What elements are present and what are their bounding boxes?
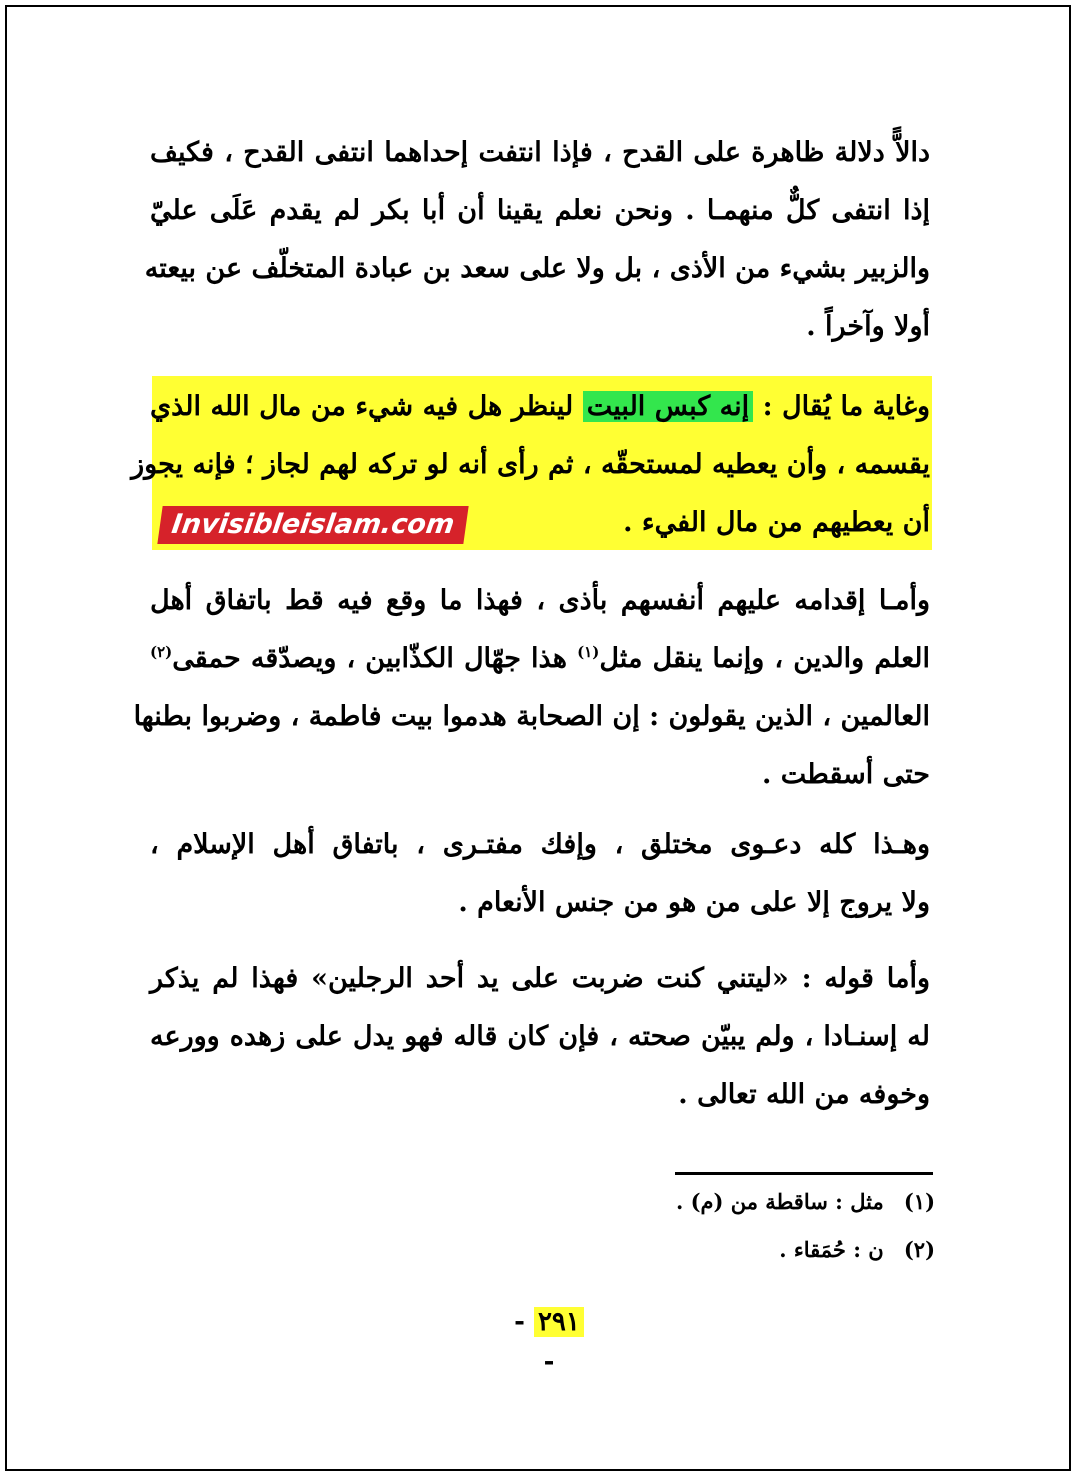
watermark-logo: Invisibleislam.com bbox=[157, 506, 468, 544]
text-line: يقسمه ، وأن يعطيه لمستحقّه ، ثم رأى أنه لو تركه لهم لجاز ؛ فإنه يجوز bbox=[131, 449, 930, 480]
text-line: وهـذا كله دعـوى مختلق ، وإفك مفتـرى ، باتفاق أهل الإسلام ، bbox=[150, 829, 930, 860]
text-line: العالمين ، الذين يقولون : إن الصحابة هدموا بيت فاطمة ، وضربوا بطنها bbox=[133, 701, 930, 732]
footnote-text: ن : حُمَقاء . bbox=[779, 1237, 884, 1262]
footnote-2 bbox=[500, 1226, 935, 1274]
footnote-number: (٢) bbox=[903, 1237, 935, 1262]
page-number-value: ٢٩١ bbox=[534, 1307, 584, 1337]
green-highlight-phrase: إنه كبس البيت bbox=[583, 391, 753, 422]
text-line: إذا انتفى كلٌّ منهمـا . ونحن نعلم يقينا أن أبا بكر لم يقدم عَلَى عليّ bbox=[150, 195, 930, 226]
footnote-divider bbox=[675, 1172, 933, 1175]
paragraph-1 bbox=[144, 124, 930, 356]
footnote-text: مثل : ساقطة من (م) . bbox=[675, 1189, 884, 1214]
footnote-1 bbox=[500, 1178, 935, 1226]
text-line: ولا يروج إلا على من هو من جنس الأنعام . bbox=[458, 887, 930, 918]
text-line: له إسنـادا ، ولم يبيّن صحته ، فإن كان قاله فهو يدل على زهده وورعه bbox=[150, 1021, 930, 1052]
footnote-number: (١) bbox=[903, 1189, 935, 1214]
text-line: أولا وآخراً . bbox=[806, 311, 930, 342]
text-line: وأما قوله : «ليتني كنت ضربت على يد أحد الرجلين» فهذا لم يذكر bbox=[150, 963, 930, 994]
paragraph-5 bbox=[150, 950, 930, 1124]
text-line bbox=[150, 630, 930, 688]
text-segment: العلم والدين ، وإنما ينقل مثل bbox=[599, 643, 930, 674]
footnote-ref-1[interactable]: (١) bbox=[577, 643, 600, 661]
paragraph-3 bbox=[133, 572, 930, 804]
text-line: وخوفه من الله تعالى . bbox=[678, 1079, 930, 1110]
text-line bbox=[150, 378, 930, 436]
text-line: وأمـا إقدامه عليهم أنفسهم بأذى ، فهذا ما وقع فيه قط باتفاق أهل bbox=[150, 585, 930, 616]
text-segment: وغاية ما يُقال : bbox=[762, 391, 931, 422]
text-line: دالاًّ دلالة ظاهرة على القدح ، فإذا انتفت إحداهما انتفى القدح ، فكيف bbox=[150, 137, 930, 168]
paragraph-4 bbox=[150, 816, 930, 932]
text-segment: لينظر هل فيه شيء من مال الله الذي bbox=[150, 391, 574, 422]
text-segment: هذا جهّال الكذّابين ، ويصدّقه حمقى bbox=[172, 643, 567, 674]
text-line: أن يعطيهم من مال الفيء . bbox=[623, 507, 930, 538]
footnote-ref-2[interactable]: (٢) bbox=[150, 643, 173, 661]
footnotes bbox=[500, 1178, 935, 1274]
page-number: - ٢٩١ - bbox=[506, 1302, 592, 1342]
text-line: حتى أسقطت . bbox=[762, 759, 930, 790]
text-line: والزبير بشيء من الأذى ، بل ولا على سعد بن عبادة المتخلّف عن بيعته bbox=[144, 253, 930, 284]
